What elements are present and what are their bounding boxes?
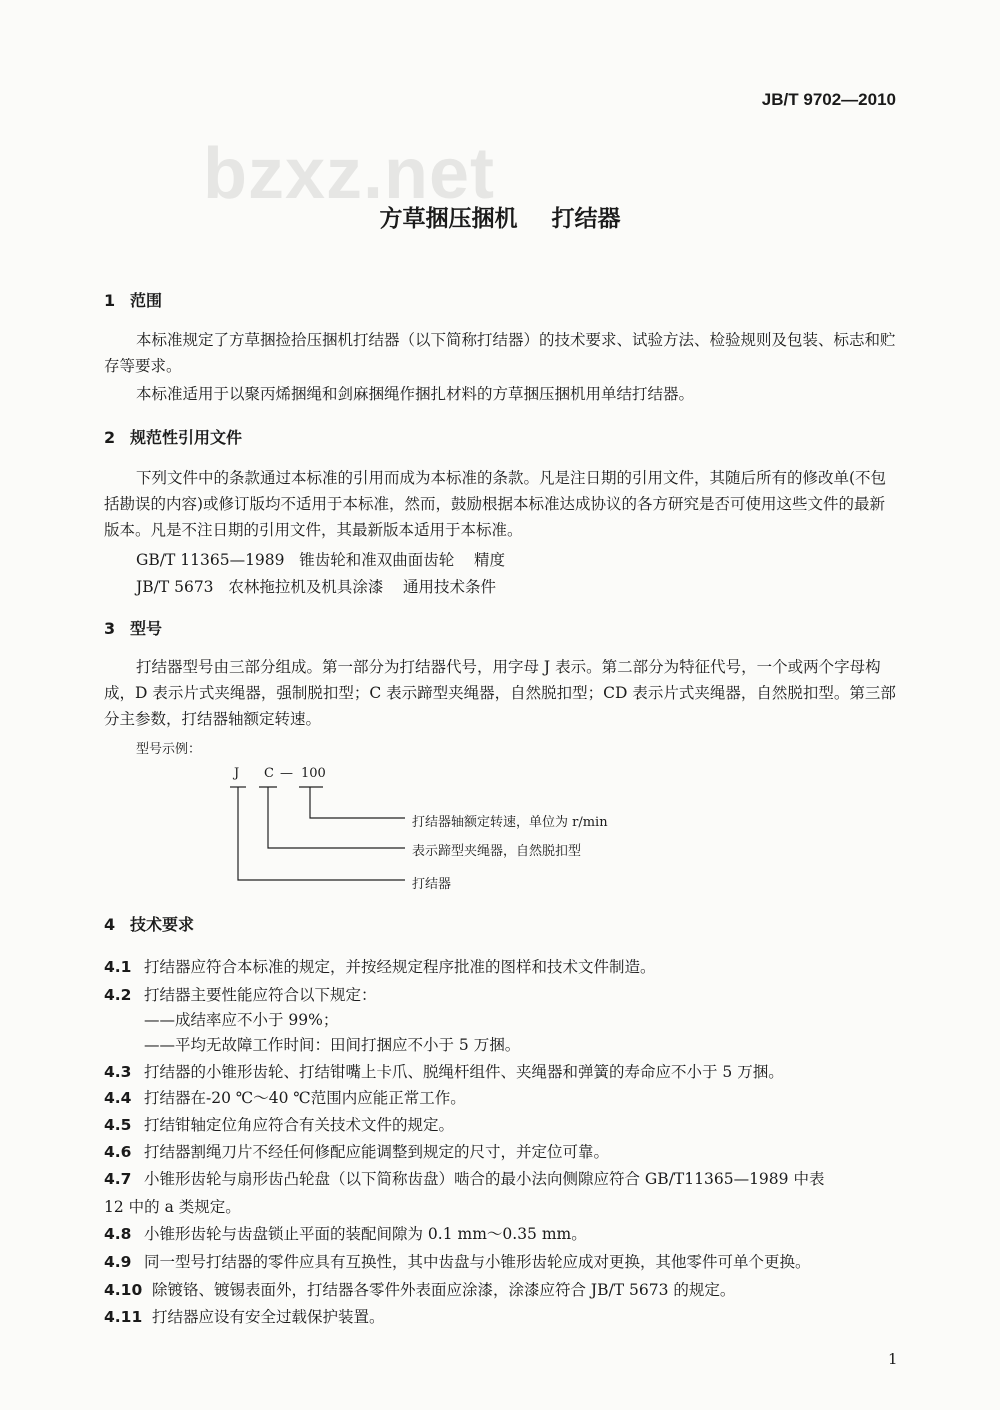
clause-4-2-item-a: ——成结率应不小于 99%； xyxy=(144,1011,339,1029)
reference-jbt-5673: JB/T 5673 农林拖拉机及机具涂漆 通用技术条件 xyxy=(136,578,497,596)
clause-4-4: 4.4 打结器在-20 ℃～40 ℃范围内应能正常工作。 xyxy=(104,1089,466,1107)
section-2-paragraph: 下列文件中的条款通过本标准的引用而成为本标准的条款。凡是注日期的引用文件，其随后所有的修改单(不包括勘误的内容)或修订版均不适用于本标准，然而，鼓励根据本标准达成协议的各方研究是否可使用这些文件的最新版本。凡是不注日期的引用文件，其最新版本适用于本标准。 xyxy=(104,469,887,539)
watermark: bzxz.net xyxy=(203,134,496,214)
clause-4-5: 4.5 打结钳轴定位角应符合有关技术文件的规定。 xyxy=(104,1116,455,1134)
clause-4-2-item-b: ——平均无故障工作时间：田间打捆应不小于 5 万捆。 xyxy=(144,1036,521,1054)
label-knotter: 打结器 xyxy=(412,877,452,892)
code-number: 100 xyxy=(301,766,326,781)
section-3-heading: 3 型号 xyxy=(104,619,163,638)
title-part1: 方草捆压捆机 xyxy=(379,206,518,232)
code-dash: — xyxy=(280,766,293,781)
label-clamp-type: 表示蹄型夹绳器，自然脱扣型 xyxy=(412,844,582,859)
code-letter-c: C xyxy=(264,766,274,781)
clause-4-2: 4.2 打结器主要性能应符合以下规定： xyxy=(104,986,377,1004)
clause-4-10: 4.10 除镀铬、镀锡表面外，打结器各零件外表面应涂漆，涂漆应符合 JB/T 5673 的规定。 xyxy=(104,1281,736,1299)
section-3-paragraph: 打结器型号由三部分组成。第一部分为打结器代号，用字母 J 表示。第二部分为特征代号，一个或两个字母构成，D 表示片式夹绳器，强制脱扣型；C 表示蹄型夹绳器，自然脱扣型；CD 表示片式夹绳器，自然脱扣型。第三部分主参数，打结器轴额定转速。 xyxy=(104,658,896,728)
clause-4-3: 4.3 打结器的小锥形齿轮、打结钳嘴上卡爪、脱绳杆组件、夹绳器和弹簧的寿命应不小于 5 万捆。 xyxy=(104,1063,784,1081)
document-number: JB/T 9702—2010 xyxy=(761,90,896,109)
section-1-paragraph-1: 本标准规定了方草捆捡拾压捆机打结器（以下简称打结器）的技术要求、试验方法、检验规则及包装、标志和贮存等要求。 xyxy=(104,331,896,375)
clause-4-7: 4.7 小锥形齿轮与扇形齿凸轮盘（以下简称齿盘）啮合的最小法向侧隙应符合 GB/T11365—1989 中表 xyxy=(104,1170,825,1188)
clause-4-7-continued: 12 中的 a 类规定。 xyxy=(104,1198,241,1216)
model-example-label: 型号示例： xyxy=(136,742,202,757)
code-letter-j: J xyxy=(234,766,240,781)
section-1-heading: 1 范围 xyxy=(104,291,163,310)
section-4-heading: 4 技术要求 xyxy=(104,915,195,934)
clause-4-11: 4.11 打结器应设有安全过载保护装置。 xyxy=(104,1308,385,1326)
clause-4-1: 4.1 打结器应符合本标准的规定，并按经规定程序批准的图样和技术文件制造。 xyxy=(104,958,656,976)
clause-4-6: 4.6 打结器割绳刀片不经任何修配应能调整到规定的尺寸，并定位可靠。 xyxy=(104,1143,610,1161)
reference-gbt-11365: GB/T 11365—1989 锥齿轮和准双曲面齿轮 精度 xyxy=(136,551,506,569)
page-number: 1 xyxy=(888,1350,898,1368)
section-1-paragraph-2: 本标准适用于以聚丙烯捆绳和剑麻捆绳作捆扎材料的方草捆压捆机用单结打结器。 xyxy=(136,385,695,403)
title-part2: 打结器 xyxy=(551,206,621,232)
clause-4-8: 4.8 小锥形齿轮与齿盘锁止平面的装配间隙为 0.1 mm～0.35 mm。 xyxy=(104,1225,587,1243)
section-2-heading: 2 规范性引用文件 xyxy=(104,428,243,447)
label-rated-speed: 打结器轴额定转速，单位为 r/min xyxy=(412,815,608,830)
clause-4-9: 4.9 同一型号打结器的零件应具有互换性，其中齿盘与小锥形齿轮应成对更换，其他零件可单个更换。 xyxy=(104,1253,811,1271)
